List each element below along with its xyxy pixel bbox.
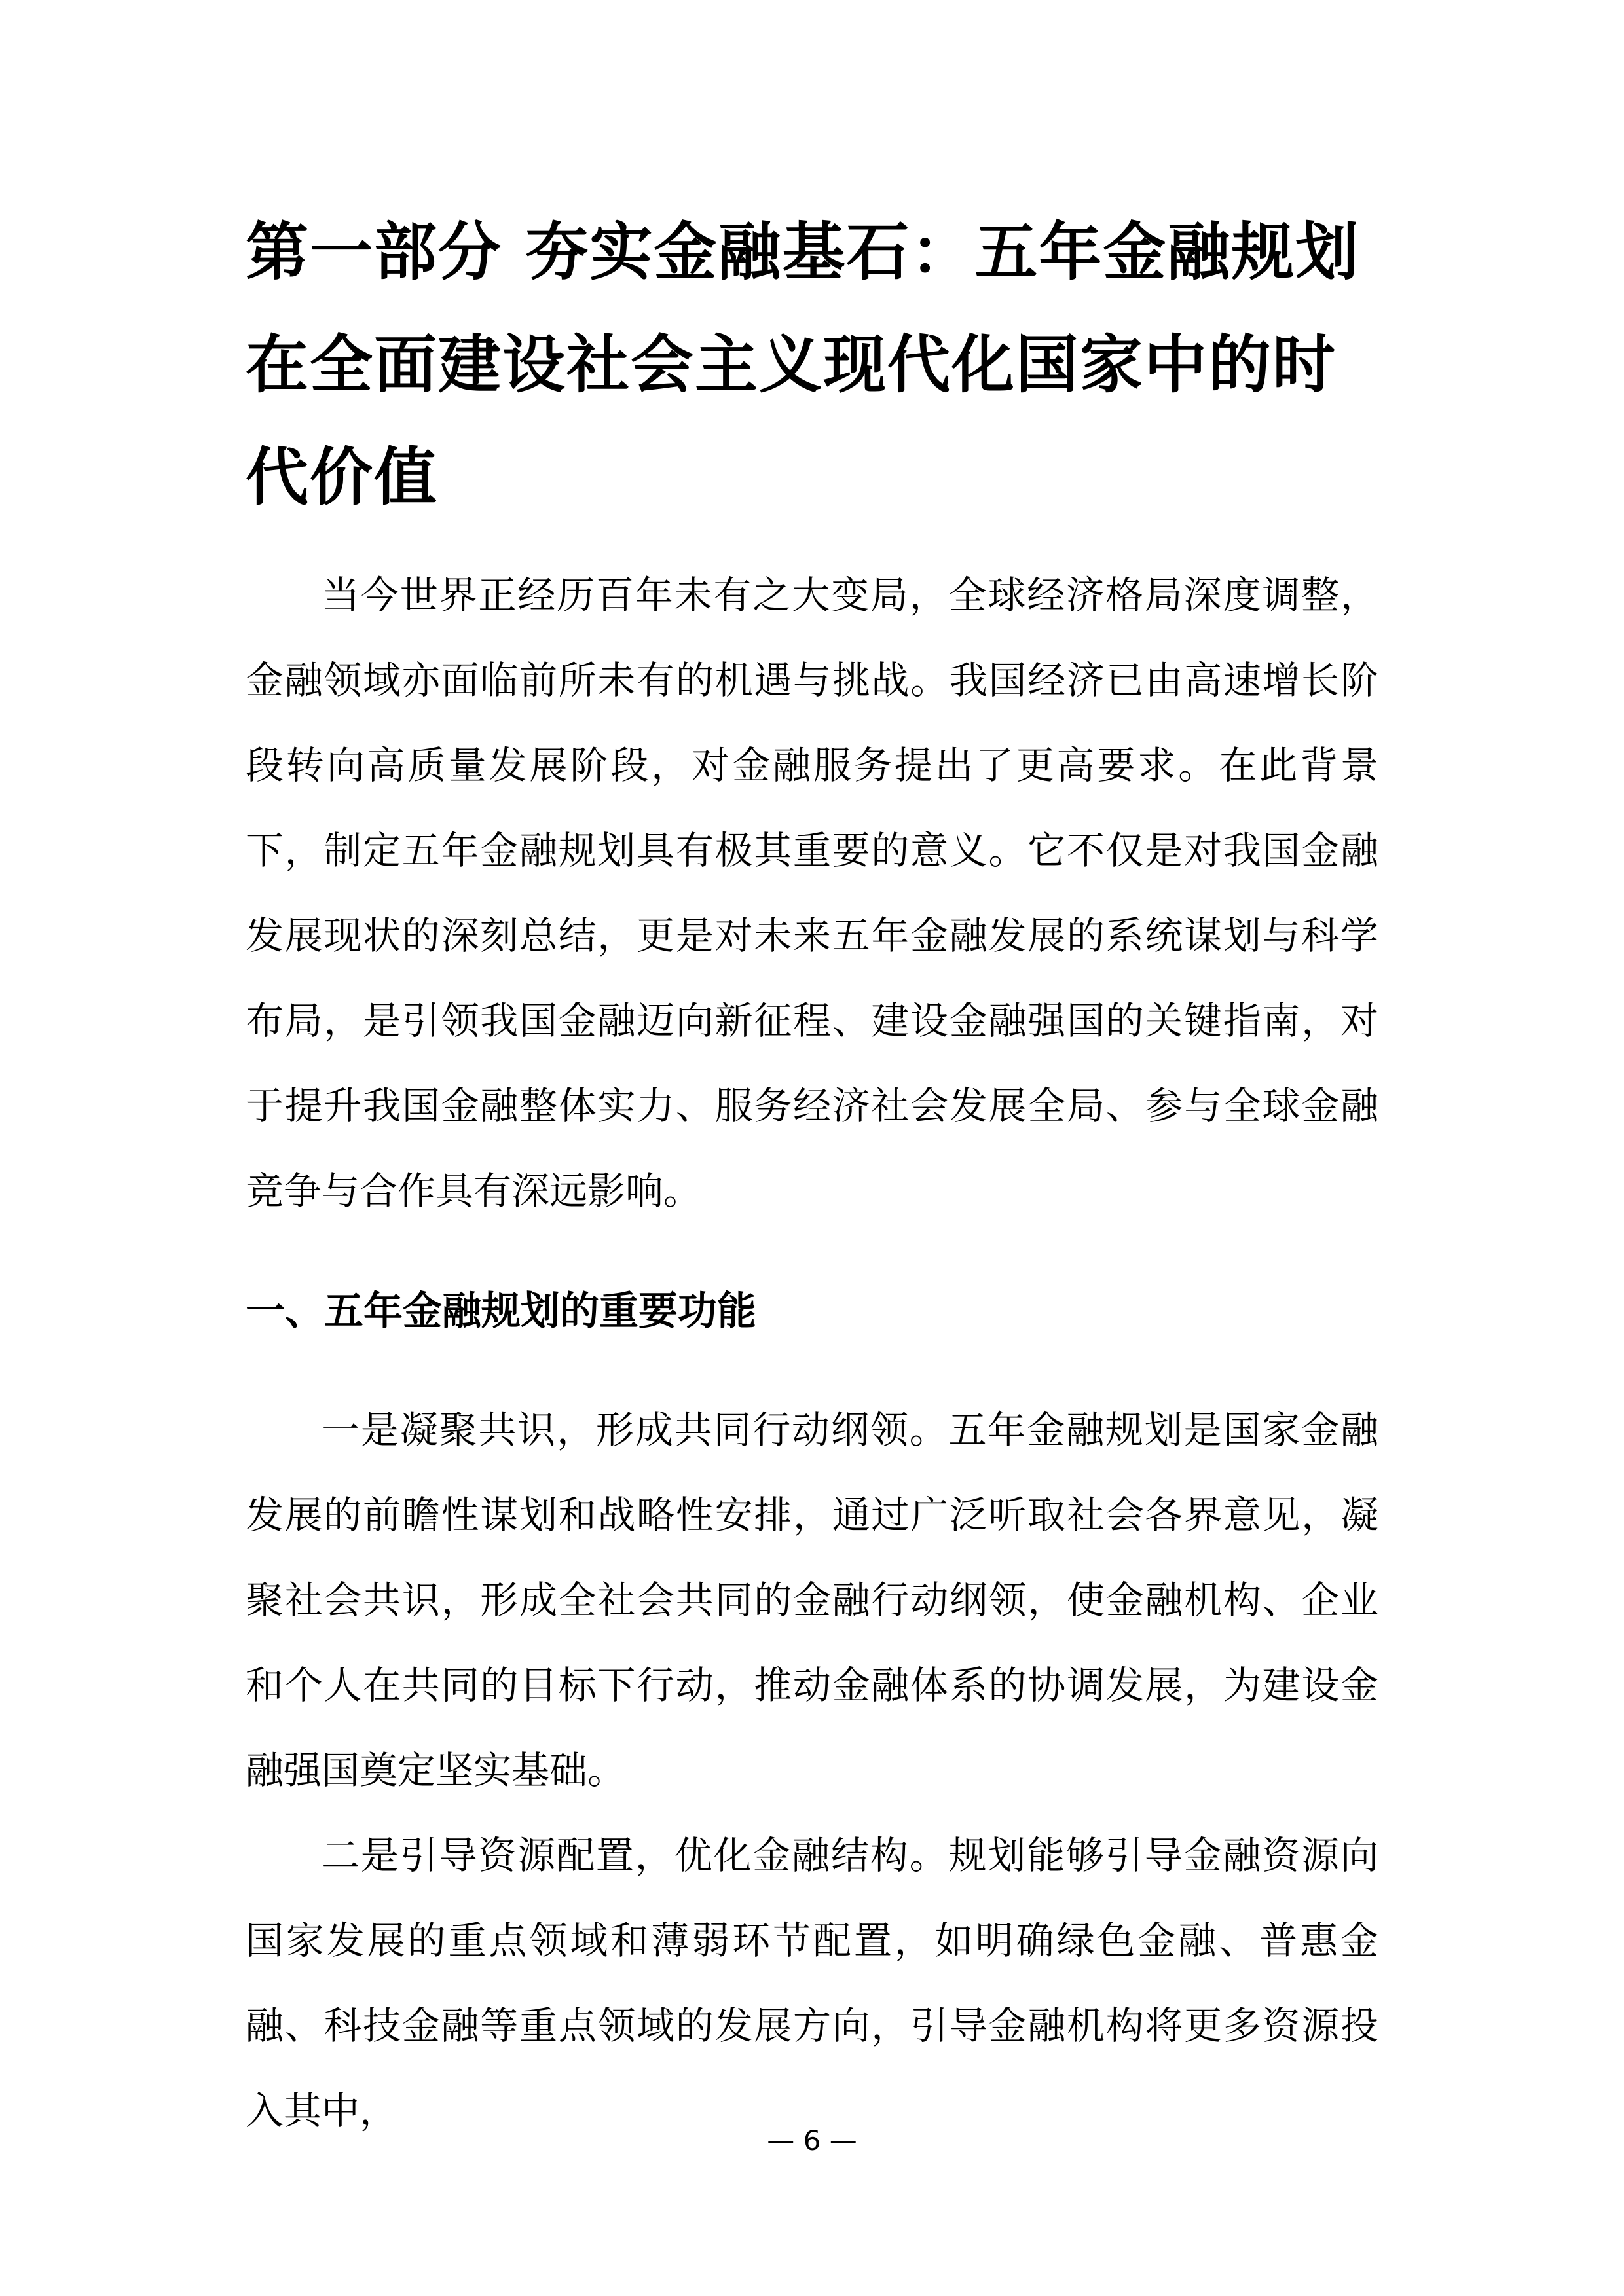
section-paragraph-point2: 二是引导资源配置，优化金融结构。规划能够引导金融资源向国家发展的重点领域和薄弱环节配置，如明确绿色金融、普惠金融、科技金融等重点领域的发展方向，引导金融机构将更多资源投入其中， [246,1833,1378,2133]
section-paragraph-point1: 一是凝聚共识，形成共同行动纲领。五年金融规划是国家金融发展的前瞻性谋划和战略性安排，通过广泛听取社会各界意见，凝聚社会共识，形成全社会共同的金融行动纲领，使金融机构、企业和个人在共同的目标下行动，推动金融体系的协调发展，为建设金融强国奠定坚实基础。 [246,1408,1378,1793]
intro-paragraph: 当今世界正经历百年未有之大变局，全球经济格局深度调整，金融领域亦面临前所未有的机遇与挑战。我国经济已由高速增长阶段转向高质量发展阶段，对金融服务提出了更高要求。在此背景下，制定五年金融规划具有极其重要的意义。它不仅是对我国金融发展现状的深刻总结，更是对未来五年金融发展的系统谋划与科学布局，是引领我国金融迈向新征程、建设金融强国的关键指南，对于提升我国金融整体实力、服务经济社会发展全局、参与全球金融竞争与合作具有深远影响。 [246,573,1378,1213]
section-heading: 一、五年金融规划的重要功能 [246,1288,756,1334]
page-number: — 6 — [767,2124,857,2157]
document-title: 第一部分 夯实金融基石：五年金融规划在全面建设社会主义现代化国家中的时代价值 [246,215,1360,514]
